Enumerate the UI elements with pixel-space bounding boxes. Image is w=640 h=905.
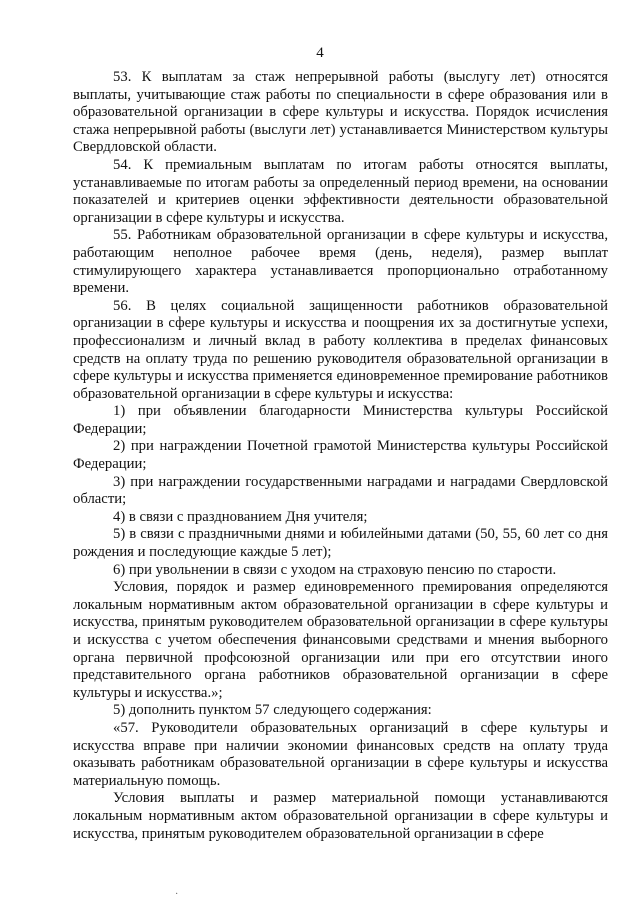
paragraph-54: 54. К премиальным выплатам по итогам работы относятся выплаты, устанавливаемые по итогам работы за определенный период времени, на основании показателей и критериев оценки эффективности деятельности образовательной организации в сфере культуры и искусства. — [73, 156, 608, 226]
list-item-2: 2) при награждении Почетной грамотой Министерства культуры Российской Федерации; — [73, 438, 608, 473]
paragraph-conditions: Условия, порядок и размер единовременного премирования определяются локальным нормативным актом образовательной организации в сфере культуры и искусства, принятым руководителем образовательной организации в сфере культуры и искусства с учетом обеспечения финансовыми средствами и мнения выборного органа первичной профсоюзной организации или при его отсутствии иного представительного органа работников образовательной организации в сфере культуры и искусства.»; — [73, 579, 608, 701]
list-item-3: 3) при награждении государственными наградами и наградами Свердловской области; — [73, 473, 608, 508]
paragraph-53: 53. К выплатам за стаж непрерывной работы (выслугу лет) относятся выплаты, учитывающие стаж работы по специальности в сфере образования или в образовательной организации в сфере культуры и искусства. Порядок исчисления стажа непрерывной работы (выслуги лет) устанавливается Министерством культуры Свердловской области. — [73, 69, 608, 156]
scan-speck: · — [175, 889, 179, 900]
list-item-6: 6) при увольнении в связи с уходом на страховую пенсию по старости. — [113, 561, 557, 578]
list-item-5: 5) в связи с праздничными днями и юбилейными датами (50, 55, 60 лет со дня рождения и последующие каждые 5 лет); — [73, 526, 608, 561]
paragraph-55: 55. Работникам образовательной организации в сфере культуры и искусства, работающим неполное рабочее время (день, неделя), размер выплат стимулирующего характера устанавливается пропорционально отработанному времени. — [73, 227, 608, 297]
list-item-4: 4) в связи с празднованием Дня учителя; — [113, 508, 368, 525]
document-body — [73, 69, 608, 843]
amendment-intro: 5) дополнить пунктом 57 следующего содержания: — [113, 702, 432, 719]
paragraph-56: 56. В целях социальной защищенности работников образовательной организации в сфере культуры и искусства и поощрения их за достигнутые успехи, профессионализм и личный вклад в работу коллектива в пределах финансовых средств на оплату труда по решению руководителя образовательной организации в сфере культуры и искусства применяется единовременное премирование работников образовательной организации в сфере культуры и искусства: — [73, 297, 608, 402]
paragraph-57: «57. Руководители образовательных организаций в сфере культуры и искусства вправе при наличии экономии финансовых средств на оплату труда оказывать работникам образовательной организации в сфере культуры и искусства материальную помощь. — [73, 719, 608, 789]
page-number: 4 — [316, 45, 324, 61]
paragraph-material-aid-conditions: Условия выплаты и размер материальной помощи устанавливаются локальным нормативным актом образовательной организации в сфере культуры и искусства, принятым руководителем образовательной организации в сфере — [73, 790, 608, 842]
list-item-1: 1) при объявлении благодарности Министерства культуры Российской Федерации; — [73, 403, 608, 437]
